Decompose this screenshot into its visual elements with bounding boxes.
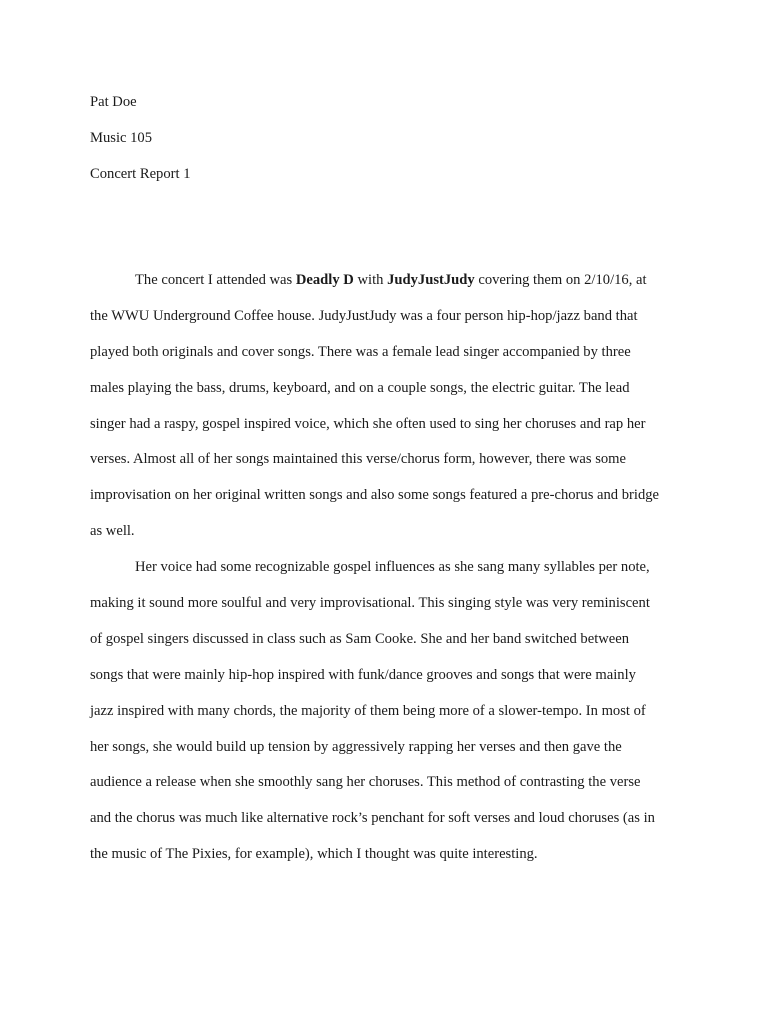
paragraph-2-line-3: of gospel singers discussed in class such as Sam Cooke. She and her band switched between bbox=[90, 630, 630, 647]
text-run: Her voice had some recognizable gospel influences as she sang many syllables per note, bbox=[135, 559, 650, 576]
paragraph-1-line-1 bbox=[90, 263, 700, 299]
student-name: Pat Doe bbox=[90, 94, 137, 110]
paragraph-1-line-7: improvisation on her original written songs and also some songs featured a pre-chorus and bridge bbox=[90, 487, 660, 504]
band-name-judyjustjudy: JudyJustJudy bbox=[387, 272, 475, 288]
paragraph-2-line-5: jazz inspired with many chords, the majority of them being more of a slower-tempo. In most of bbox=[90, 702, 646, 719]
paragraph-2 bbox=[90, 550, 700, 873]
text-run: covering them on 2/10/16, at bbox=[474, 272, 647, 288]
paragraph-2-line-1 bbox=[90, 550, 700, 586]
paragraph-2-line-8: and the chorus was much like alternative rock’s penchant for soft verses and loud choruses (as in bbox=[90, 810, 655, 827]
paragraph-1-line-2: the WWU Underground Coffee house. JudyJustJudy was a four person hip-hop/jazz band that bbox=[90, 307, 638, 324]
paragraph-1-line-5: singer had a raspy, gospel inspired voice, which she often used to sing her choruses and rap her bbox=[90, 415, 646, 432]
band-name-deadly-d: Deadly D bbox=[295, 272, 354, 288]
paragraph-1-line-3: played both originals and cover songs. There was a female lead singer accompanied by three bbox=[90, 343, 631, 360]
paragraph-2-line-4: songs that were mainly hip-hop inspired with funk/dance grooves and songs that were mainly bbox=[90, 666, 636, 683]
paragraph-1 bbox=[90, 263, 700, 550]
assignment-title: Concert Report 1 bbox=[90, 166, 191, 182]
report-body bbox=[90, 263, 700, 873]
text-run: The concert I attended was bbox=[135, 272, 296, 288]
paragraph-2-line-9: the music of The Pixies, for example), which I thought was quite interesting. bbox=[90, 846, 538, 863]
paragraph-2-line-6: her songs, she would build up tension by aggressively rapping her verses and then gave the bbox=[90, 738, 622, 755]
paragraph-2-line-2: making it sound more soulful and very improvisational. This singing style was very reminiscent bbox=[90, 595, 650, 612]
paragraph-2-line-7: audience a release when she smoothly sang her choruses. This method of contrasting the verse bbox=[90, 774, 641, 791]
paragraph-1-line-6: verses. Almost all of her songs maintained this verse/chorus form, however, there was some bbox=[90, 451, 627, 468]
paragraph-1-line-8: as well. bbox=[90, 523, 135, 540]
course-name: Music 105 bbox=[90, 130, 153, 146]
paragraph-1-line-4: males playing the bass, drums, keyboard, and on a couple songs, the electric guitar. The lead bbox=[90, 379, 630, 396]
text-run: with bbox=[353, 272, 388, 288]
